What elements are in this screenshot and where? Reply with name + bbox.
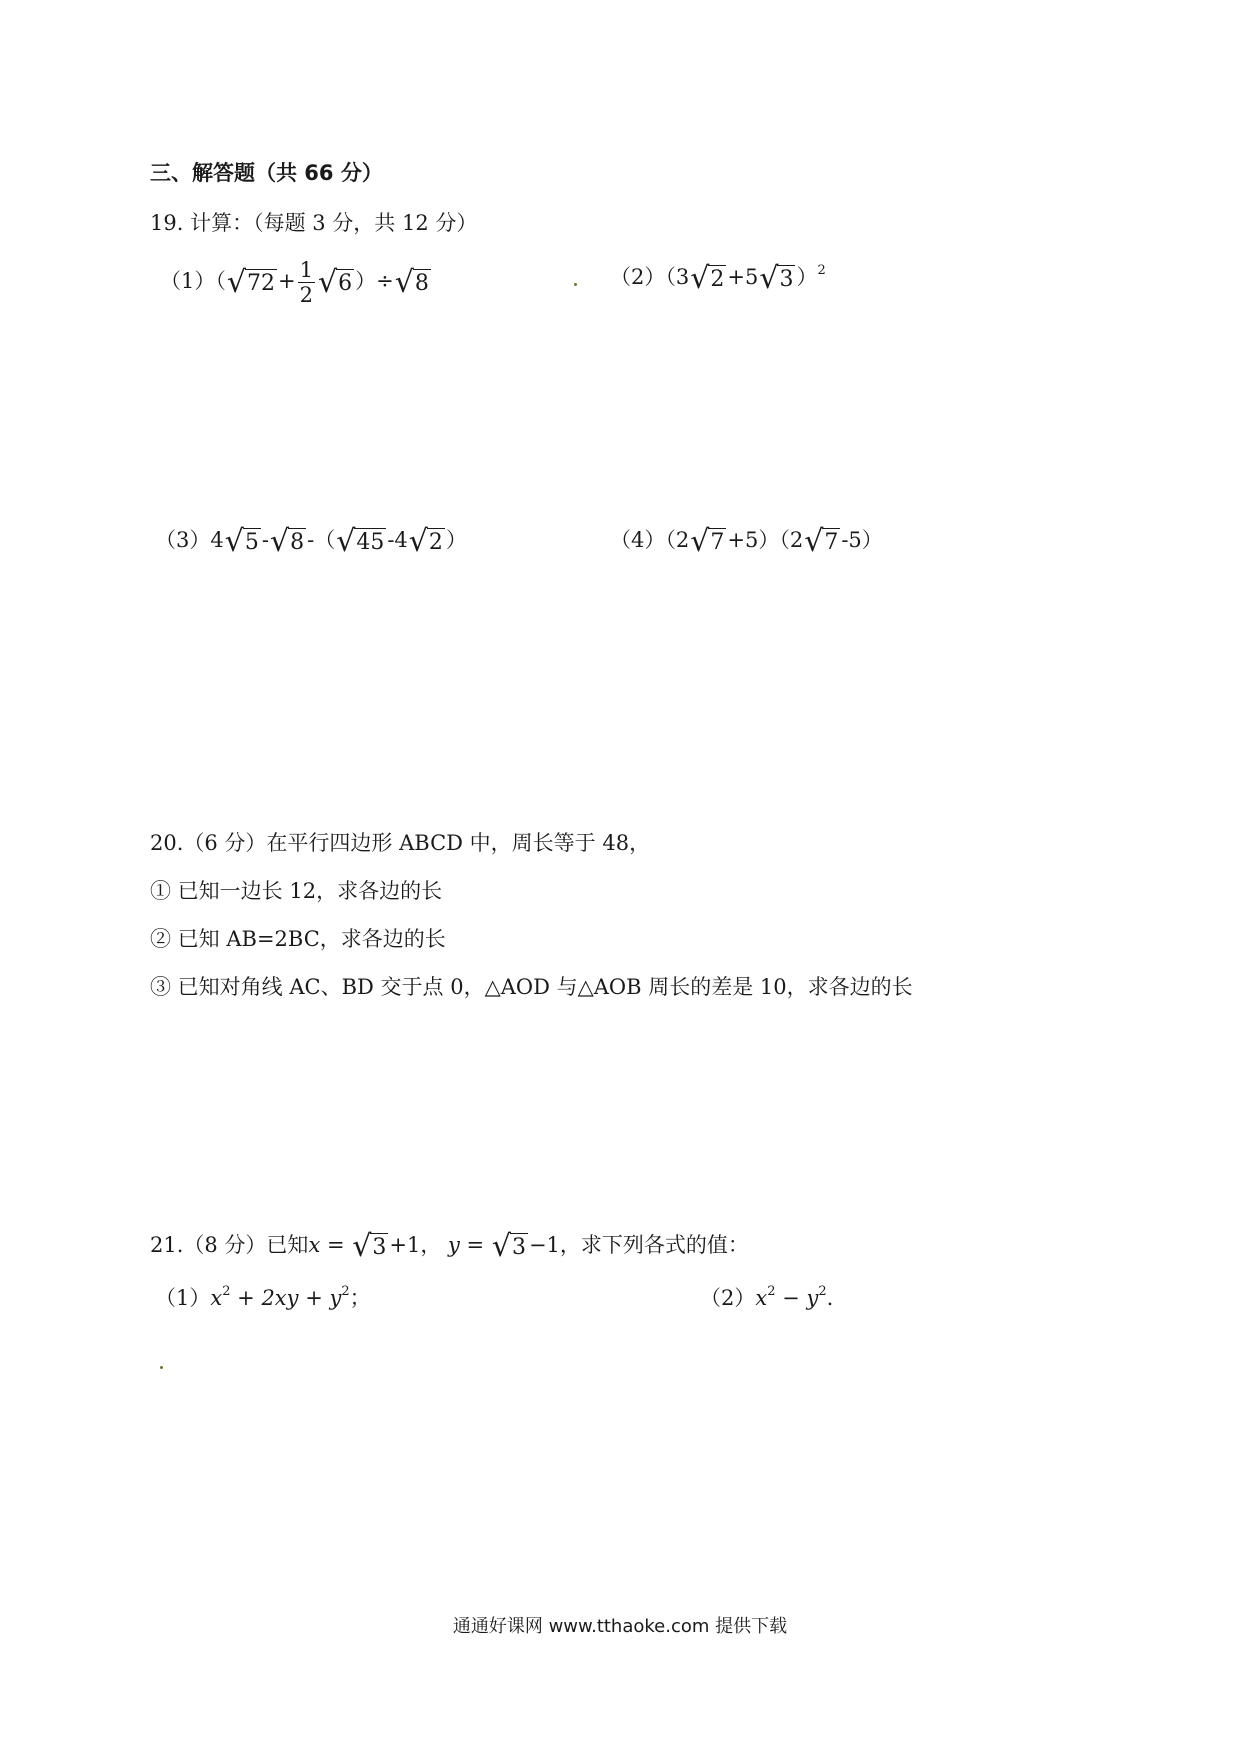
scan-speck	[574, 283, 577, 286]
q20-item-3: ③ 已知对角线 AC、BD 交于点 0，△AOD 与△AOB 周长的差是 10，求各边的长	[150, 975, 913, 999]
q19-part1: （1）（ √ 72 + $\frac{1}{2}$ √ 6 ）÷ √ 8	[160, 258, 429, 307]
sqrt-45: √ 45	[336, 524, 385, 559]
sqrt-72: √ 72	[226, 265, 275, 300]
sqrt-2: √ 2	[690, 261, 725, 296]
q19-stem: 19. 计算：（每题 3 分，共 12 分）	[150, 211, 478, 235]
q19-part3: （3）4 √ 5 - √ 8 -（ √ 45 -4 √ 2 ）	[155, 524, 467, 559]
footer-credit: 通通好课网 www.tthaoke.com 提供下载	[452, 1616, 788, 1637]
fraction-half: $\frac{1}{2}$	[299, 258, 313, 307]
q20-item-1: ① 已知一边长 12，求各边的长	[150, 879, 443, 903]
sqrt-8: √ 8	[269, 524, 305, 559]
q21-part2: $(2)x^2 - y^2$.	[700, 1284, 834, 1310]
sqrt-3: √ 3	[759, 261, 794, 296]
q21-part1: $(1)x^2 + 2xy + y^2$；	[155, 1284, 371, 1310]
q19-part4: （4）（2 √ 7 +5）（2 √ 7 -5）	[610, 524, 883, 559]
sqrt-3: √ 3	[352, 1229, 387, 1264]
sqrt-3: √ 3	[491, 1229, 526, 1264]
q20-stem: 20.（6 分）在平行四边形 ABCD 中，周长等于 48，	[150, 831, 651, 855]
q21-stem: 21.（8 分）已知x = √ 3 +1， y = √ 3 −1，求下列各式的值：	[150, 1229, 749, 1264]
sqrt-7: √ 7	[690, 524, 725, 559]
sqrt-8: √ 8	[394, 265, 429, 300]
sqrt-6: √ 6	[317, 265, 353, 300]
q19-part2: （2）（3 √ 2 +5 √ 3 ）$^2$	[610, 261, 826, 296]
section-heading: 三、解答题（共 66 分）	[150, 161, 383, 185]
sqrt-5: √ 5	[224, 524, 259, 559]
q20-item-2: ② 已知 AB=2BC，求各边的长	[150, 927, 446, 951]
sqrt-7: √ 7	[804, 524, 839, 559]
sqrt-2: √ 2	[408, 524, 443, 559]
scan-speck	[160, 1366, 163, 1369]
